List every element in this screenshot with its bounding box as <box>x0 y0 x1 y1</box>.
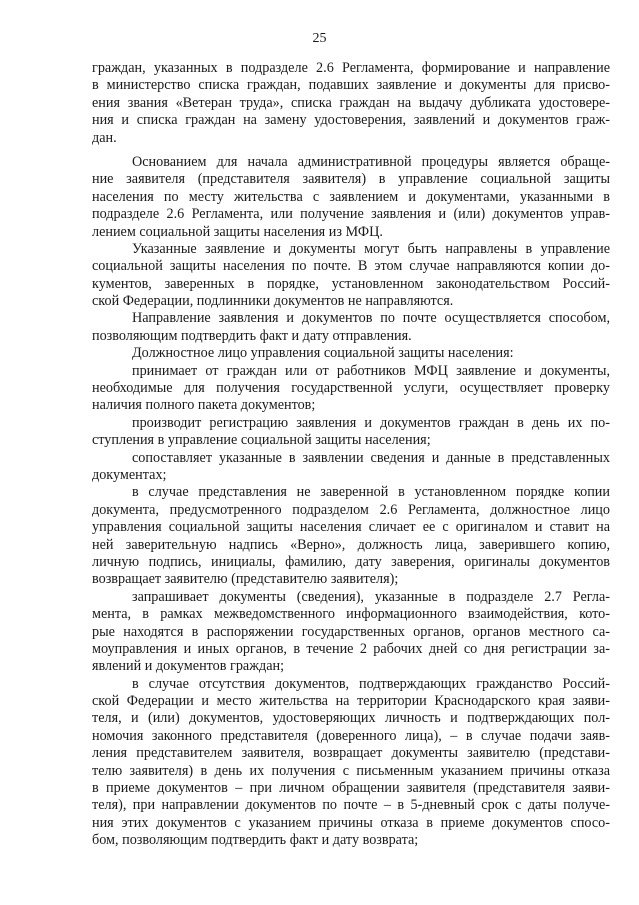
text-line: в случае отсутствия документов, подтверждающих гражданство Россий- <box>132 675 610 692</box>
text-line: рые находятся в распоряжении государственных органов, органов местного са- <box>92 623 610 640</box>
text-line: подразделе 2.6 Регламента, или получение заявления и (или) документов управ- <box>92 206 610 223</box>
text-line: документах; <box>92 466 167 483</box>
text-line: принимает от граждан или от работников МФЦ заявление и документы, <box>132 362 610 379</box>
paragraph <box>92 589 610 676</box>
paragraph <box>92 676 610 850</box>
text-line: позволяющим подтвердить факт и дату отправления. <box>92 327 412 344</box>
text-line: в случае представления не заверенной в установленном порядке копии <box>132 484 610 501</box>
text-line: личную подпись, инициалы, фамилию, дату заверения, оригиналы документов <box>92 553 610 570</box>
text-line: в приеме документов – при личном обращении заявителя (представителя заяви- <box>92 780 610 797</box>
paragraph <box>92 310 610 345</box>
text-line: ения звания «Ветеран труда», списка граждан на выдачу дубликата удостовере- <box>92 94 610 111</box>
text-line: Указанные заявление и документы могут быть направлены в управление <box>132 240 610 257</box>
body-text <box>92 60 610 850</box>
text-line: в министерство списка граждан, подавших заявление и документы для присво- <box>92 77 610 94</box>
text-line: ния этих документов с указанием причины отказа в приеме документов спосо- <box>92 814 610 831</box>
text-line: сопоставляет указанные в заявлении сведения и данные в представленных <box>132 449 610 466</box>
text-line: мента, в рамках межведомственного информационного взаимодействия, кото- <box>92 606 610 623</box>
text-line: наличия полного пакета документов; <box>92 397 316 414</box>
paragraph <box>92 345 610 362</box>
text-line: социальной защиты населения по почте. В этом случае направляются копии до- <box>92 258 610 275</box>
text-line: населения по месту жительства с заявлением и документами, указанными в <box>92 188 610 205</box>
text-line: бом, позволяющим подтвердить факт и дату возврата; <box>92 832 419 849</box>
text-line: ние заявителя (представителя заявителя) в управление социальной защиты <box>92 171 610 188</box>
text-line: запрашивает документы (сведения), указанные в подразделе 2.7 Регла- <box>132 588 610 605</box>
text-line: Основанием для начала административной процедуры является обраще- <box>132 153 610 170</box>
text-line: ния и списка граждан на замену удостоверения, заявлений и документов граж- <box>92 112 610 129</box>
text-line: теля), при направлении документов по почте – в 5-дневный срок с даты получе- <box>92 797 610 814</box>
paragraph <box>92 241 610 311</box>
text-line: ступления в управление социальной защиты населения; <box>92 432 431 449</box>
text-line: Направление заявления и документов по почте осуществляется способом, <box>132 310 610 327</box>
text-line: управления социальной защиты населения сличает ее с оригиналом и ставит на <box>92 519 610 536</box>
text-line: кументов, заверенных в порядке, установленном законодательством Россий- <box>92 275 610 292</box>
text-line: граждан, указанных в подразделе 2.6 Регламента, формирование и направление <box>92 60 610 76</box>
paragraph <box>92 154 610 241</box>
text-line: теля, и (или) документов, удостоверяющих личность и подтверждающих пол- <box>92 710 610 727</box>
paragraph <box>92 363 610 415</box>
page-number: 25 <box>312 31 327 46</box>
text-line: производит регистрацию заявления и документов граждан в день их по- <box>132 414 610 431</box>
text-line: номочия законного представителя (доверенного лица), – в случае подачи заяв- <box>92 727 610 744</box>
paragraph <box>92 415 610 450</box>
paragraph <box>92 450 610 485</box>
text-line: моуправления и иных органов, в течение 2 рабочих дней со дня регистрации за- <box>92 640 610 657</box>
paragraph <box>92 60 610 147</box>
text-line: ской Федерации и место жительства на территории Краснодарского края заяви- <box>92 693 610 710</box>
text-line: ской Федерации, подлинники документов не направляются. <box>92 293 454 310</box>
text-line: лением социальной защиты населения из МФЦ. <box>92 223 383 240</box>
text-line: Должностное лицо управления социальной защиты населения: <box>132 345 514 362</box>
text-line: телю заявителя) в день их получения с письменным указанием причины отказа <box>92 762 610 779</box>
paragraph-gap <box>92 147 610 154</box>
text-line: дан. <box>92 129 117 146</box>
text-line: явлений и документов граждан; <box>92 658 285 675</box>
paragraph <box>92 484 610 588</box>
text-line: ления представителем заявителя, возвращает документы заявителю (представи- <box>92 745 610 762</box>
text-line: документа, предусмотренного подразделом 2.6 Регламента, должностное лицо <box>92 501 610 518</box>
text-line: возвращает заявителю (представителю заявителя); <box>92 571 399 588</box>
text-line: необходимые для получения государственной услуги, осуществляет проверку <box>92 380 610 397</box>
text-line: ней заверительную надпись «Верно», должность лица, заверившего копию, <box>92 536 610 553</box>
